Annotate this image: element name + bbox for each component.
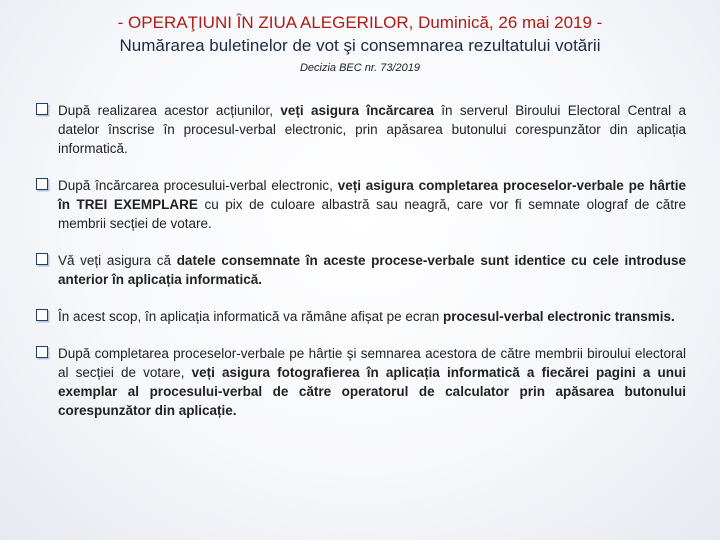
title-line-counting: Numărarea buletinelor de vot şi consemnarea rezultatului votării <box>119 36 601 55</box>
item-text: Vă veți asigura că <box>58 253 177 268</box>
bullet-list <box>36 101 686 438</box>
item-text-bold: veți asigura completarea proceselor-verbale pe hârtie în TREI EXEMPLARE <box>58 178 686 212</box>
square-bullet-icon <box>36 103 48 115</box>
decision-reference: Decizia BEC nr. 73/2019 <box>299 62 421 74</box>
item-text-bold: datele consemnate în aceste procese-verbale sunt identice cu cele introduse anterior în aplicația informatică. <box>58 253 687 287</box>
item-text-bold: procesul-verbal electronic transmis. <box>442 309 675 324</box>
item-text: în serverul Biroului Electoral Central a datelor înscrise în procesul-verbal electronic, prin apăsarea butonului corespunzător din aplicația informatică. <box>58 103 686 156</box>
slide-title <box>20 11 700 57</box>
item-text: cu pix de culoare albastră sau neagră, care vor fi semnate olograf de către membrii secției de votare. <box>58 197 687 231</box>
square-bullet-icon <box>36 178 48 190</box>
item-text-bold: veți asigura încărcarea <box>280 103 434 118</box>
list-item <box>36 344 686 420</box>
square-bullet-icon <box>36 346 48 358</box>
item-text: În acest scop, în aplicația informatică va rămâne afișat pe ecran <box>58 309 443 324</box>
item-text-bold: veți asigura fotografierea în aplicația informatică a fiecărei pagini a unui exemplar al procesului-verbal de către operatorul de calculator prin apăsarea butonului corespunzător din aplicație. <box>58 365 686 418</box>
square-bullet-icon <box>36 253 48 265</box>
item-text: După completarea proceselor-verbale pe hârtie și semnarea acestora de către membrii biroului electoral al secției de votare, <box>58 346 686 380</box>
list-item <box>36 101 686 158</box>
title-line-operations: - OPERAŢIUNI ÎN ZIUA ALEGERILOR, Duminică, 26 mai 2019 - <box>117 13 603 32</box>
square-bullet-icon <box>36 309 48 321</box>
list-item <box>36 251 686 289</box>
list-item <box>36 176 686 233</box>
list-item <box>36 307 686 326</box>
item-text: După realizarea acestor acțiunilor, <box>58 103 281 118</box>
item-text: După încărcarea procesului-verbal electronic, <box>58 178 338 193</box>
